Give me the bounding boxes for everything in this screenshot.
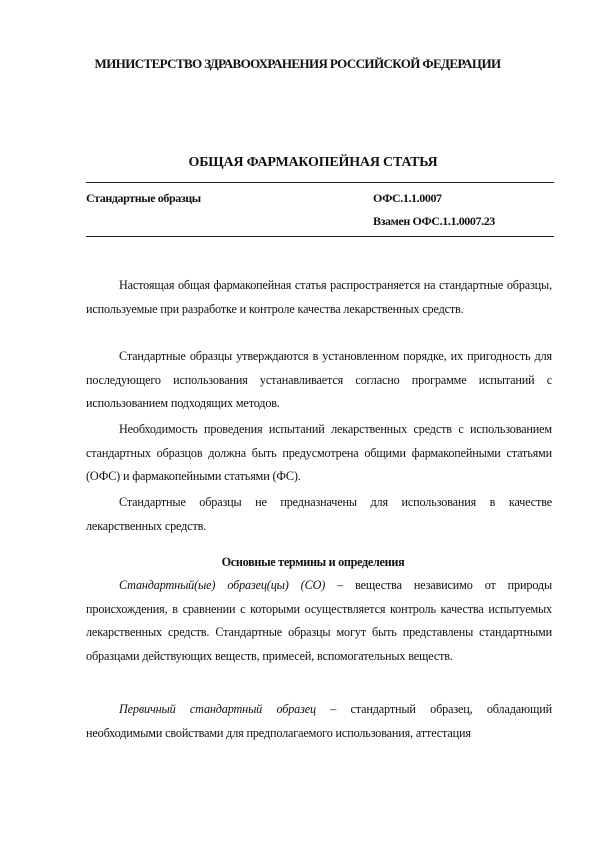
paragraph-approval xyxy=(86,345,552,416)
paragraph-scope-text: Настоящая общая фармакопейная статья распространяется на стандартные образцы, используемые при разработке и контроле качества лекарственных средств. xyxy=(86,278,552,316)
article-code: ОФС.1.1.0007 xyxy=(373,191,442,205)
definition-text: – вещества независимо от природы происхождения, в сравнении с которыми осуществляется контроль качества испытуемых лекарственных средств. Стандартные образцы могут быть представлены стандартными образцами действующих веществ, примесей, вспомогательных веществ. xyxy=(86,578,552,663)
definition-term: Стандартный(ые) образец(цы) (СО) xyxy=(119,578,326,592)
document-type-title: ОБЩАЯ ФАРМАКОПЕЙНАЯ СТАТЬЯ xyxy=(188,155,438,170)
article-name: Стандартные образцы xyxy=(86,191,201,205)
paragraph-testing-text: Необходимость проведения испытаний лекарственных средств с использованием стандартных образцов должна быть предусмотрена общими фармакопейными статьями (ОФС) и фармакопейными статьями (ФС). xyxy=(86,422,552,484)
article-replaces: Взамен ОФС.1.1.0007.23 xyxy=(373,214,495,228)
paragraph-scope xyxy=(86,274,552,321)
paragraph-not-for-use xyxy=(86,491,552,538)
section-heading-terms: Основные термины и определения xyxy=(221,555,405,569)
definition-reference-standard xyxy=(86,574,552,668)
definition-text: – стандартный образец, обладающий необходимыми свойствами для предполагаемого использования, аттестация xyxy=(86,702,552,740)
definition-primary-standard xyxy=(86,698,552,745)
ministry-heading: МИНИСТЕРСТВО ЗДРАВООХРАНЕНИЯ РОССИЙСКОЙ ФЕДЕРАЦИИ xyxy=(94,56,501,71)
paragraph-approval-text: Стандартные образцы утверждаются в установленном порядке, их пригодность для последующего использования устанавливается согласно программе испытаний с использованием подходящих методов. xyxy=(86,349,552,411)
paragraph-not-for-use-text: Стандартные образцы не предназначены для использования в качестве лекарственных средств. xyxy=(86,495,552,533)
paragraph-testing xyxy=(86,418,552,489)
header-top-rule xyxy=(86,182,554,183)
header-bottom-rule xyxy=(86,236,554,237)
definition-term: Первичный стандартный образец xyxy=(119,702,316,716)
